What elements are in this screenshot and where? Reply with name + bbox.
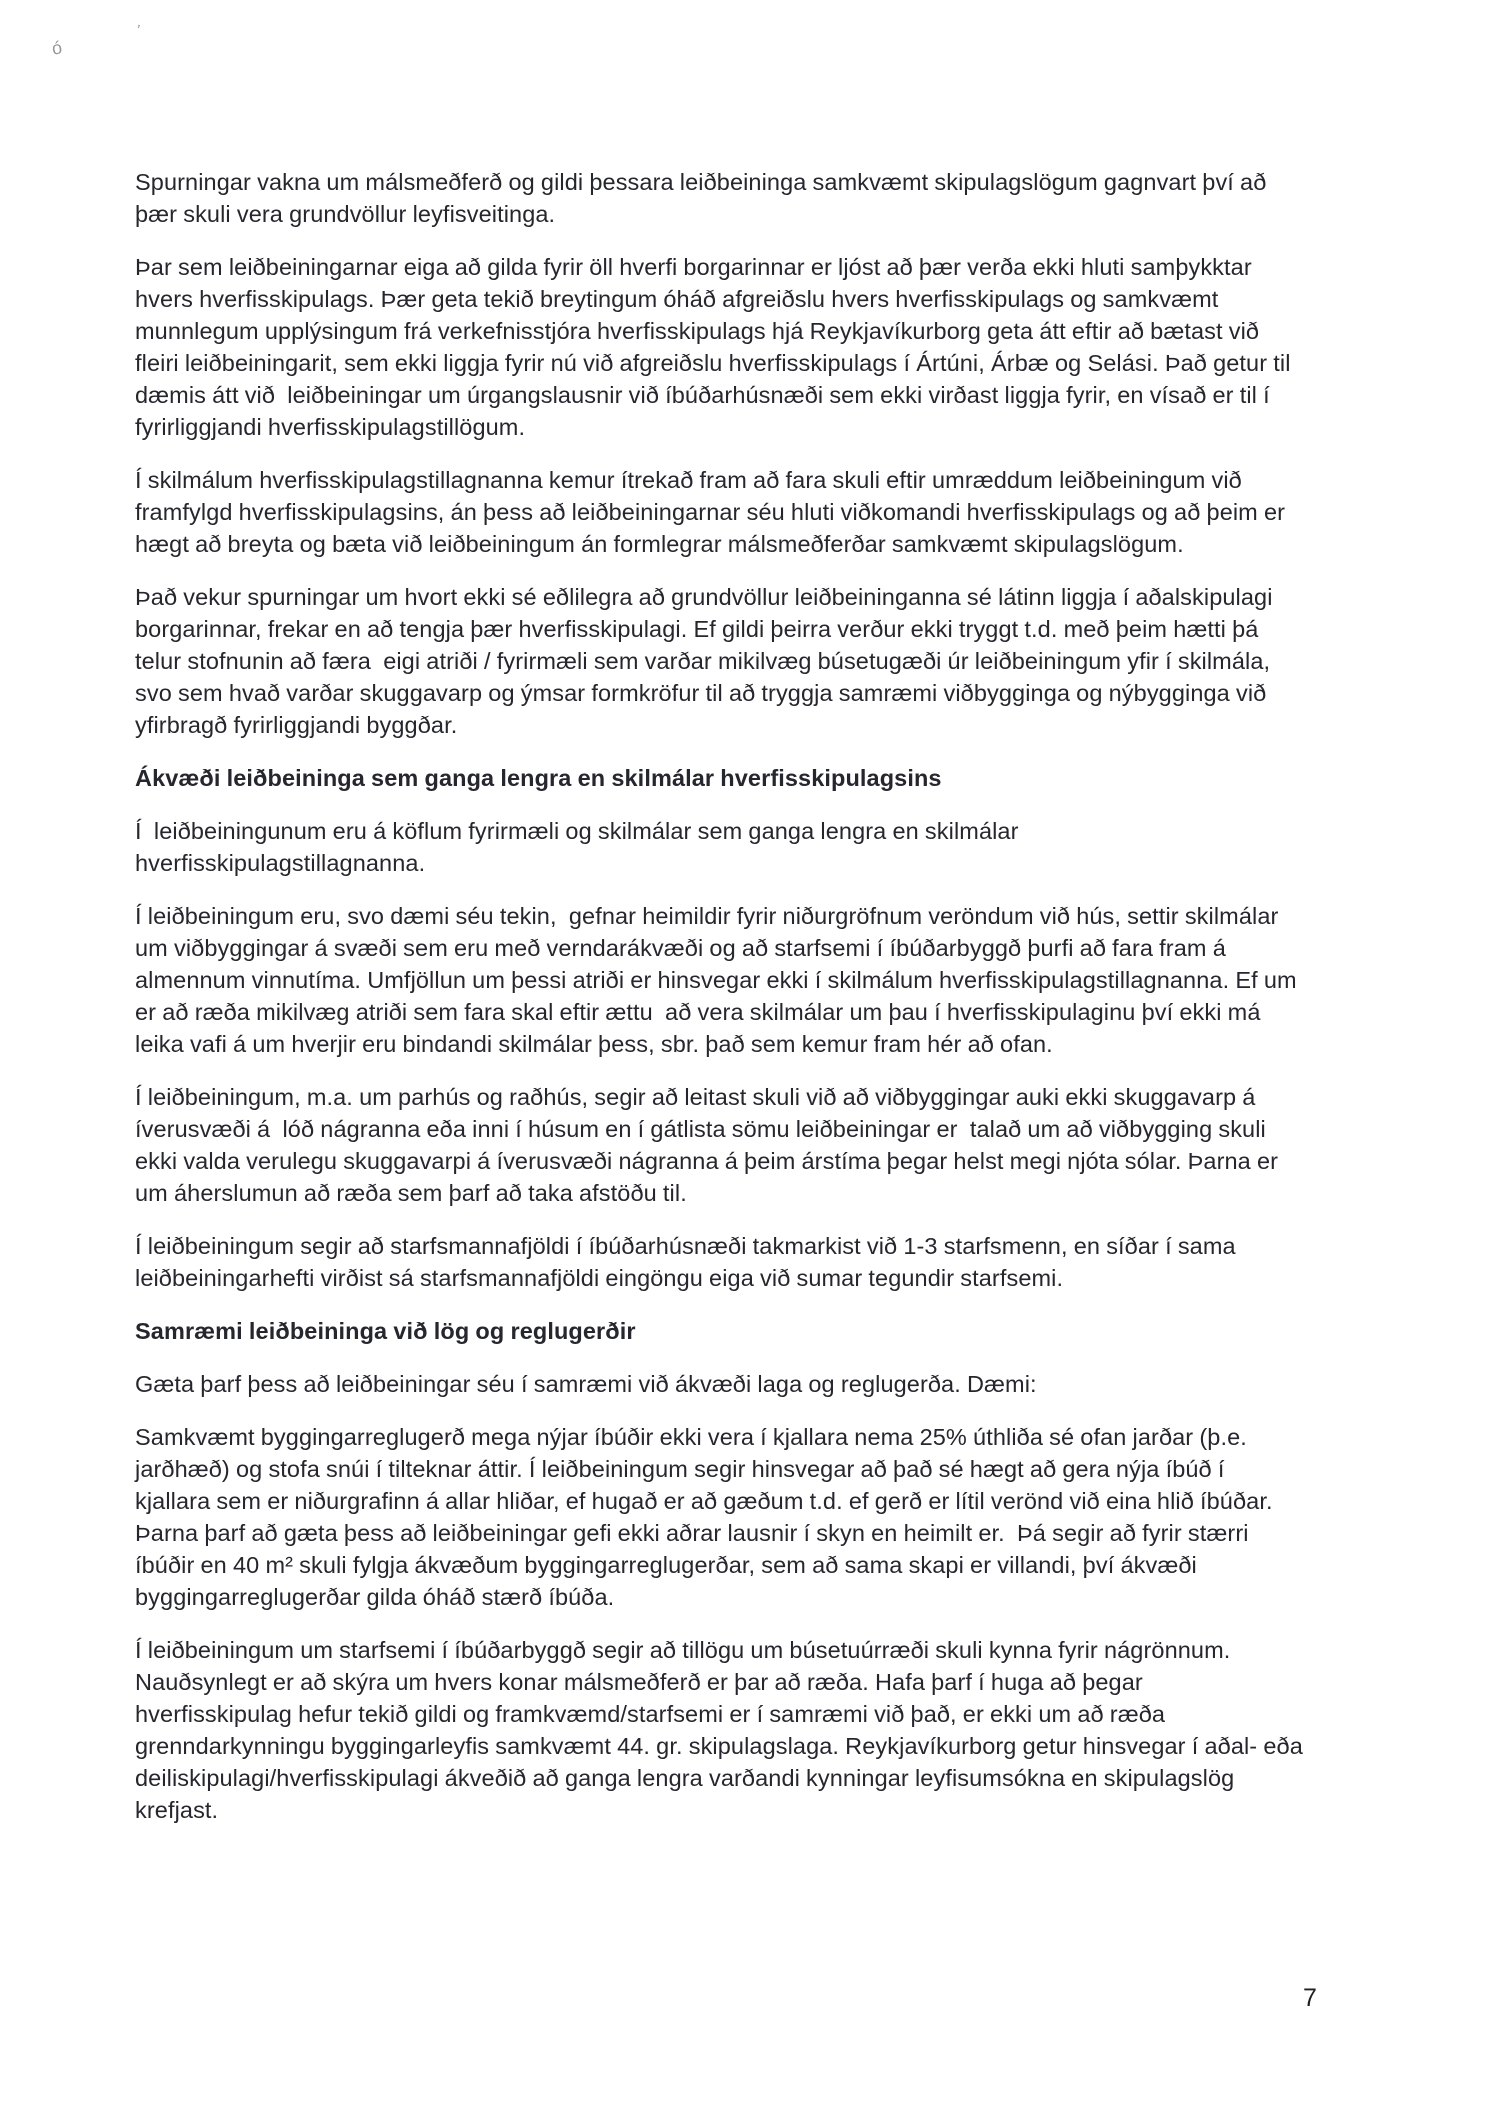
paragraph-byggingarreglugerd: Samkvæmt byggingarreglugerð mega nýjar íbúðir ekki vera í kjallara nema 25% úthliða sé ofan jarðar (þ.e. jarðhæð) og stofa snúi í tilteknar áttir. Í leiðbeiningum segir hinsvegar að það sé hægt að gera nýja íbúð í kjallara sem er niðurgrafinn á allar hliðar, ef hugað er að gæðum t.d. ef gerð er lítil verönd við eina hlið íbúðar. Þarna þarf að gæta þess að leiðbeiningar gefi ekki aðrar lausnir í skyn en heimilt er. Þá segir að fyrir stærri íbúðir en 40 m² skuli fylgja ákvæðum byggingarreglugerðar, sem að sama skapi er villandi, því ákvæði byggingarreglugerðar gilda óháð stærð íbúða. — [135, 1424, 1279, 1610]
paragraph-scope: Þar sem leiðbeiningarnar eiga að gilda fyrir öll hverfi borgarinnar er ljóst að þær verða ekki hluti samþykktar hvers hverfisskipulags. Þær geta tekið breytingum óháð afgreiðslu hvers hverfisskipulags og samkvæmt munnlegum upplýsingum frá verkefnisstjóra hverfisskipulags hjá Reykjavíkurborg geta átt eftir að bætast við fleiri leiðbeiningarit, sem ekki liggja fyrir nú við afgreiðslu hverfisskipulags í Ártúni, Árbæ og Selási. Það getur til dæmis átt við leiðbeiningar um úrgangslausnir við íbúðarhúsnæði sem ekki virðast liggja fyrir, en vísað er til í fyrirliggjandi hverfisskipulagstillögum. — [135, 254, 1297, 440]
paragraph-starfsmannafjoldi: Í leiðbeiningum segir að starfsmannafjöldi í íbúðarhúsnæði takmarkist við 1-3 starfsmenn, en síðar í sama leiðbeiningarhefti virðist sá starfsmannafjöldi eingöngu eiga við sumar tegundir starfsemi. — [135, 1233, 1242, 1291]
paragraph-daemi-tekin: Í leiðbeiningum eru, svo dæmi séu tekin, gefnar heimildir fyrir niðurgröfnum veröndum við hús, settir skilmálar um viðbyggingar á svæði sem eru með verndarákvæði og að starfsemi í íbúðarbyggð þurfi að fara fram á almennum vinnutíma. Umfjöllun um þessi atriði er hinsvegar ekki í skilmálum hverfisskipulagstillagnanna. Ef um er að ræða mikilvæg atriði sem fara skal eftir ættu að vera skilmálar um þau í hverfisskipulaginu því ekki má leika vafi á um hverjir eru bindandi skilmálar þess, sbr. það sem kemur fram hér að ofan. — [135, 903, 1303, 1057]
scan-speck-icon: ó — [50, 37, 63, 59]
paragraph-koflum: Í leiðbeiningunum eru á köflum fyrirmæli og skilmálar sem ganga lengra en skilmálar hverfisskipulagstillagnanna. — [135, 818, 1025, 876]
paragraph-busetuurraedi: Í leiðbeiningum um starfsemi í íbúðarbyggð segir að tillögu um búsetuúrræði skuli kynna fyrir nágrönnum. Nauðsynlegt er að skýra um hvers konar málsmeðferð er þar að ræða. Hafa þarf í huga að þegar hverfisskipulag hefur tekið gildi og framkvæmd/starfsemi er í samræmi við það, er ekki um að ræða grenndarkynningu byggingarleyfis samkvæmt 44. gr. skipulagslaga. Reykjavíkurborg getur hinsvegar í aðal- eða deiliskipulagi/hverfisskipulagi ákveðið að ganga lengra varðandi kynningar leyfisumsókna en skipulagslög krefjast. — [135, 1637, 1310, 1823]
section-heading-samraemi: Samræmi leiðbeininga við lög og reglugerðir — [135, 1318, 636, 1344]
scan-speck-icon: ’ — [133, 21, 142, 40]
page-number: 7 — [1303, 1984, 1317, 2012]
paragraph-grundvollur: Það vekur spurningar um hvort ekki sé eðlilegra að grundvöllur leiðbeininganna sé látinn liggja í aðalskipulagi borgarinnar, frekar en að tengja þær hverfisskipulagi. Ef gildi þeirra verður ekki tryggt t.d. með þeim hætti þá telur stofnunin að færa eigi atriði / fyrirmæli sem varðar mikilvæg búsetugæði úr leiðbeiningum yfir í skilmála, svo sem hvað varðar skuggavarp og ýmsar formkröfur til að tryggja samræmi viðbygginga og nýbygginga við yfirbragð fyrirliggjandi byggðar. — [135, 584, 1279, 738]
document-body — [135, 166, 1310, 1847]
paragraph-intro: Spurningar vakna um málsmeðferð og gildi þessara leiðbeininga samkvæmt skipulagslögum gagnvart því að þær skuli vera grundvöllur leyfisveitinga. — [135, 169, 1273, 227]
paragraph-gaeta: Gæta þarf þess að leiðbeiningar séu í samræmi við ákvæði laga og reglugerða. Dæmi: — [135, 1371, 1037, 1397]
paragraph-parhus: Í leiðbeiningum, m.a. um parhús og raðhús, segir að leitast skuli við að viðbyggingar auki ekki skuggavarp á íverusvæði á lóð nágranna eða inni í húsum en í gátlista sömu leiðbeiningar er talað um að viðbygging skuli ekki valda verulegu skuggavarpi á íverusvæði nágranna á þeim árstíma þegar helst megi njóta sólar. Þarna er um áherslumun að ræða sem þarf að taka afstöðu til. — [135, 1084, 1285, 1206]
section-heading-akvaedi: Ákvæði leiðbeininga sem ganga lengra en skilmálar hverfisskipulagsins — [135, 765, 942, 791]
paragraph-skilmalar: Í skilmálum hverfisskipulagstillagnanna kemur ítrekað fram að fara skuli eftir umræddum leiðbeiningum við framfylgd hverfisskipulagsins, án þess að leiðbeiningarnar séu hluti viðkomandi hverfisskipulags og að þeim er hægt að breyta og bæta við leiðbeiningum án formlegrar málsmeðferðar samkvæmt skipulagslögum. — [135, 467, 1292, 557]
